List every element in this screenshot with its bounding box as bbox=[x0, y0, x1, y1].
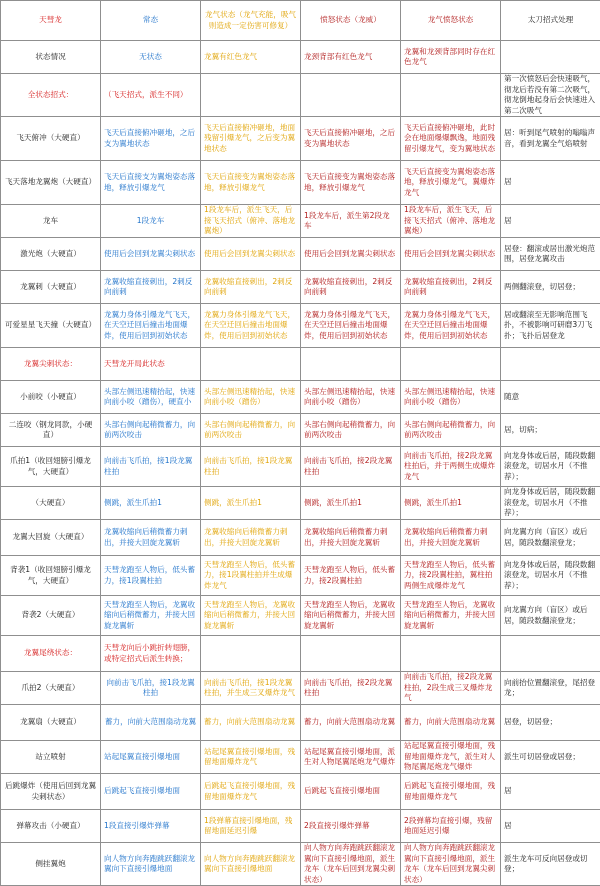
table-cell: 站起尾翼直接引爆地面，派生对人物尾翼尾炮龙气爆炸 bbox=[301, 741, 401, 774]
row-label-cell: 二连咬（钢龙同款，小硬直） bbox=[1, 414, 101, 447]
table-cell: 龙翼收缩向后稍微蓄力刺出，并接大回旋龙翼斩 bbox=[401, 520, 501, 556]
table-row bbox=[1, 271, 600, 304]
table-cell: 向前击飞爪拍，接2段龙翼柱拍，2段生成三叉爆炸龙气 bbox=[401, 672, 501, 705]
table-cell: 使用后会回到龙翼尖刺状态 bbox=[401, 238, 501, 271]
table-cell bbox=[301, 74, 401, 117]
table-cell: 两侧翻滚登，切居登； bbox=[501, 271, 600, 304]
table-cell: 后跳起飞直接引爆地面 bbox=[301, 774, 401, 810]
table-cell: 龙翼收缩向后稍微蓄力刺出，并接大回旋龙翼斩 bbox=[301, 520, 401, 556]
table-cell bbox=[201, 74, 301, 117]
table-cell: 站起尾翼直接引爆地面，残留地面爆炸龙气，派生对人物尾翼尾炮龙气爆炸 bbox=[401, 741, 501, 774]
table-cell: 头部右侧向起稍微蓄力，向前两次咬击 bbox=[201, 414, 301, 447]
table-cell: 向前击飞爪拍，接2段龙翼柱拍 bbox=[301, 447, 401, 487]
table-cell bbox=[501, 348, 600, 381]
table-cell: 天彗龙跑至人物后，龙翼收缩向后稍微蓄力，并接大回旋龙翼斩 bbox=[201, 596, 301, 636]
table-row bbox=[1, 381, 600, 414]
table-cell: 龙翼力身体引爆龙气飞天，在天空迁回后撞击地面爆炸，使用后回到初始状态 bbox=[201, 304, 301, 348]
table-cell: 龙翼收缩直接刺出，2刺反向前刺 bbox=[201, 271, 301, 304]
row-label-cell: 小前咬（小硬直） bbox=[1, 381, 101, 414]
row-label-cell: 爪拍2（大硬直） bbox=[1, 672, 101, 705]
table-cell: 第一次愤怒后会快速吸气，彻龙后若没有第二次吸气，彻龙倒地起身后会快速进入第二次吸气 bbox=[501, 74, 600, 117]
table-cell: 天彗龙跑至人物后，龙翼收缩向后稍微蓄力，并接大回旋龙翼斩 bbox=[101, 596, 201, 636]
table-row bbox=[1, 774, 600, 810]
table-cell bbox=[401, 74, 501, 117]
table-cell: 头部右侧向起稍微蓄力，向前两次咬击 bbox=[101, 414, 201, 447]
row-label-cell: 后跳爆炸（使用后回到龙翼尖刺状态） bbox=[1, 774, 101, 810]
table-cell: 龙翼力身体引爆龙气飞天，在天空迁回后撞击地面爆炸，使用后回到初始状态 bbox=[101, 304, 201, 348]
column-header: 愤怒状态（龙威） bbox=[301, 1, 401, 41]
row-label-cell: 弹幕攻击（小硬直） bbox=[1, 810, 101, 843]
table-row bbox=[1, 705, 600, 741]
row-label-cell: 飞天落地龙翼炮（大硬直） bbox=[1, 161, 101, 205]
table-cell: 1段龙车后，派生飞天，后接飞天招式（俯冲、落地龙翼炮） bbox=[201, 205, 301, 238]
table-cell: 向龙身体或后居，随段数翻滚登龙，切居水月（不推荐）； bbox=[501, 487, 600, 520]
table-row bbox=[1, 741, 600, 774]
table-cell: 龙翼和龙颈背部同时存在红色龙气 bbox=[401, 41, 501, 74]
table-row bbox=[1, 843, 600, 886]
table-row bbox=[1, 672, 600, 705]
table-cell: 蓄力，向前大范围扇动龙翼 bbox=[401, 705, 501, 741]
table-cell: 派生可切居登或居登； bbox=[501, 741, 600, 774]
table-cell: 后跳起飞直接引爆地面，残留地面爆炸龙气 bbox=[201, 774, 301, 810]
table-cell: 头部右侧向起稍微蓄力，向前两次咬击 bbox=[401, 414, 501, 447]
table-cell: 蓄力，向前大范围扇动龙翼 bbox=[101, 705, 201, 741]
table-cell: 飞天后直接俯冲砸地，之后支为翼地状态 bbox=[101, 117, 201, 161]
table-cell: 龙翼力身体引爆龙气飞天，在天空迁回后撞击地面爆炸，使用后回到初始状态 bbox=[401, 304, 501, 348]
table-cell: 站起尾翼直接引爆地面 bbox=[101, 741, 201, 774]
table-row bbox=[1, 41, 600, 74]
row-label-cell: 背袭2（大硬直） bbox=[1, 596, 101, 636]
row-label-cell: （大硬直） bbox=[1, 487, 101, 520]
table-cell: 头部右侧向起稍微蓄力，向前两次咬击 bbox=[301, 414, 401, 447]
table-cell: 向人物方向奔跑跳跃翻滚龙翼向下直接引爆地面，派生龙车（龙车后回到龙翼尖刺状态） bbox=[401, 843, 501, 886]
table-cell: 使用后会回到龙翼尖刺状态 bbox=[301, 238, 401, 271]
row-label-cell: 全状态招式： bbox=[1, 74, 101, 117]
table-row bbox=[1, 348, 600, 381]
row-label-cell: 站立喷射 bbox=[1, 741, 101, 774]
table-cell: 向龙身体或后居，随段数翻滚登龙，切居水月（不推荐）； bbox=[501, 447, 600, 487]
table-row bbox=[1, 414, 600, 447]
table-cell: 居，切病； bbox=[501, 414, 600, 447]
table-cell: 向前击飞爪拍，接2段龙翼柱拍后，并于两侧生成爆炸龙气 bbox=[401, 447, 501, 487]
table-cell: 居 bbox=[501, 205, 600, 238]
column-header: 龙气愤怒状态 bbox=[401, 1, 501, 41]
table-cell: 使用后会回到龙翼尖刺状态 bbox=[101, 238, 201, 271]
table-cell: 1段龙车后，派生第2段龙车 bbox=[301, 205, 401, 238]
table-cell: 1段弹幕直接引爆地面，残留地面延迟引爆 bbox=[201, 810, 301, 843]
table-cell: 飞天后直接支为翼炮姿态落地，释放引爆龙气 bbox=[101, 161, 201, 205]
table-cell bbox=[401, 636, 501, 672]
table-cell: 居 bbox=[501, 810, 600, 843]
table-cell: 飞天后直接俯冲砸地，此时会在地面爆爆飘逸，地面残留引爆龙气，变为翼地状态 bbox=[401, 117, 501, 161]
table-row bbox=[1, 556, 600, 596]
table-cell bbox=[401, 348, 501, 381]
table-cell: 侧跳，派生爪拍1 bbox=[201, 487, 301, 520]
table-cell bbox=[201, 636, 301, 672]
table-cell: 1段龙车 bbox=[101, 205, 201, 238]
table-cell: 向前击飞爪拍，接1段龙翼柱拍 bbox=[101, 447, 201, 487]
table-cell: 天彗龙跑至人物后，低头蓄力，接1段翼柱拍 bbox=[101, 556, 201, 596]
table-cell: 向前击飞爪拍，接2段龙翼柱拍 bbox=[301, 672, 401, 705]
table-cell: 向龙翼方向（盲区）或后居，随段数翻滚登龙； bbox=[501, 520, 600, 556]
table-cell: 侧跳，派生爪拍1 bbox=[101, 487, 201, 520]
table-row bbox=[1, 304, 600, 348]
table-cell: 天彗龙向后小跳折转翅膀，或特定招式后派生转换； bbox=[101, 636, 201, 672]
table-cell: 居登：翻滚或居出激光炮范围，居登龙翼攻击 bbox=[501, 238, 600, 271]
column-header: 常态 bbox=[101, 1, 201, 41]
table-row bbox=[1, 161, 600, 205]
table-cell: （飞天招式，派生不同） bbox=[101, 74, 201, 117]
row-label-cell: 激光炮（大硬直） bbox=[1, 238, 101, 271]
table-cell: 天彗龙跑至人物后，低头蓄力，接2段翼柱拍 bbox=[301, 556, 401, 596]
table-cell: 头部左侧迅速精抬起，快速向前小咬（蹭伤） bbox=[301, 381, 401, 414]
table-row bbox=[1, 636, 600, 672]
table-row bbox=[1, 596, 600, 636]
table-cell bbox=[301, 636, 401, 672]
row-label-cell: 龙翼尾绕状态： bbox=[1, 636, 101, 672]
row-label-cell: 爪拍1（收回翅膀引爆龙气，大硬直） bbox=[1, 447, 101, 487]
table-row bbox=[1, 487, 600, 520]
table-cell: 居：听到尾气喷射的嗡嗡声音，看到龙翼全气焰喷射 bbox=[501, 117, 600, 161]
table-cell: 龙翼收缩向后稍微蓄力刺出，并接大回旋龙翼斩 bbox=[101, 520, 201, 556]
table-cell: 派生龙车可反向居登或切登； bbox=[501, 843, 600, 886]
table-cell: 后跳起飞直接引爆地面 bbox=[101, 774, 201, 810]
table-cell: 头部左侧迅速精抬起，快速向前小咬（蹭伤） bbox=[201, 381, 301, 414]
column-header: 龙气状态（龙气充能，吸气则造成一定伤害可修复） bbox=[201, 1, 301, 41]
table-row bbox=[1, 238, 600, 271]
header-row bbox=[1, 1, 600, 41]
table-cell: 天彗龙跑至人物后，龙翼收缩向后稍微蓄力，并接大回旋龙翼斩 bbox=[301, 596, 401, 636]
table-cell: 蓄力，向前大范围扇动龙翼 bbox=[201, 705, 301, 741]
table-cell: 龙翼收缩直接刺出，2刺反向前刺 bbox=[401, 271, 501, 304]
table-cell: 飞天后直接变为翼炮姿态落地，释放引爆龙气，翼爆炸龙气 bbox=[401, 161, 501, 205]
table-cell: 龙翼收缩直接刺出，2刺反向前刺 bbox=[101, 271, 201, 304]
table-cell: 龙翼收缩向后稍微蓄力刺出，并接大回旋龙翼斩 bbox=[201, 520, 301, 556]
table-cell bbox=[501, 636, 600, 672]
table-cell: 无状态 bbox=[101, 41, 201, 74]
table-cell: 向人物方向奔跑跳跃翻滚龙翼向下直接引爆地面 bbox=[201, 843, 301, 886]
table-cell: 向龙翼方向（盲区）或后居，随段数翻滚登龙； bbox=[501, 596, 600, 636]
column-header: 天彗龙 bbox=[1, 1, 101, 41]
table-cell: 使用后会回到龙翼尖刺状态 bbox=[201, 238, 301, 271]
table-cell: 侧跳，派生爪拍1 bbox=[301, 487, 401, 520]
table-cell: 居或翻滚至无影响范围飞扑，不被影响可研磨3刀飞扑；飞扑后居登龙 bbox=[501, 304, 600, 348]
table-cell: 向前击飞爪拍，接1段龙翼柱拍 bbox=[201, 447, 301, 487]
row-label-cell: 背袭1（收回翅膀引爆龙气，大硬直） bbox=[1, 556, 101, 596]
row-label-cell: 龙翼扇（大硬直） bbox=[1, 705, 101, 741]
table-cell: 随意 bbox=[501, 381, 600, 414]
table-cell: 天彗龙开局此状态 bbox=[101, 348, 201, 381]
table-cell: 2段弹幕均直接引爆，残留地面延迟引爆 bbox=[401, 810, 501, 843]
table-cell: 龙翼力身体引爆龙气飞天，在天空迁回后撞击地面爆炸，使用后回到初始状态 bbox=[301, 304, 401, 348]
table-cell: 天彗龙跑至人物后，低头蓄力，接1段翼柱拍并生成爆炸龙气 bbox=[201, 556, 301, 596]
table-cell: 飞天后直接俯冲砸地，之后变为翼地状态 bbox=[301, 117, 401, 161]
table-cell: 飞天后直接变为翼炮姿态落地，释放引爆龙气 bbox=[301, 161, 401, 205]
table-cell: 龙翼有红色龙气 bbox=[201, 41, 301, 74]
table-cell bbox=[301, 348, 401, 381]
row-label-cell: 状态情况 bbox=[1, 41, 101, 74]
table-cell: 站起尾翼直接引爆地面，残留地面爆炸龙气 bbox=[201, 741, 301, 774]
table-cell: 向龙身体或后居，随段数翻滚登龙，切居水月（不推荐）； bbox=[501, 556, 600, 596]
table-row bbox=[1, 447, 600, 487]
table-row bbox=[1, 520, 600, 556]
table-cell: 龙颈背部有红色龙气 bbox=[301, 41, 401, 74]
table-row bbox=[1, 810, 600, 843]
table-cell: 蓄力，向前大范围扇动龙翼 bbox=[301, 705, 401, 741]
table-cell bbox=[501, 41, 600, 74]
table-cell: 居登，切居登； bbox=[501, 705, 600, 741]
table-cell: 后跳起飞直接引爆地面，残留地面爆炸龙气 bbox=[401, 774, 501, 810]
table-cell: 居 bbox=[501, 774, 600, 810]
row-label-cell: 龙翼大回旋（大硬直） bbox=[1, 520, 101, 556]
table-cell: 向前抬位置翻滚登，尾招登龙； bbox=[501, 672, 600, 705]
table-cell: 天彗龙跑至人物后，低头蓄力，接2段翼柱拍，翼柱拍两侧生成爆炸龙气 bbox=[401, 556, 501, 596]
row-label-cell: 侧挂翼炮 bbox=[1, 843, 101, 886]
table-cell: 飞天后直接变为翼炮姿态落地，释放引爆龙气 bbox=[201, 161, 301, 205]
table-cell: 2段直接引爆炸弹幕 bbox=[301, 810, 401, 843]
table-cell: 向前击飞爪拍，接1段龙翼柱拍 bbox=[101, 672, 201, 705]
table-cell: 飞天后直接俯冲砸地，地面残留引爆龙气，之后变为翼地状态 bbox=[201, 117, 301, 161]
table-row bbox=[1, 74, 600, 117]
table-cell: 向人物方向奔跑跳跃翻滚龙翼向下直接引爆地面 bbox=[101, 843, 201, 886]
table-cell bbox=[201, 348, 301, 381]
table-cell: 1段龙车后，派生飞天，后接飞天招式（俯冲、落地龙翼炮） bbox=[401, 205, 501, 238]
row-label-cell: 龙车 bbox=[1, 205, 101, 238]
table-row bbox=[1, 205, 600, 238]
table-cell: 侧跳，派生爪拍1 bbox=[401, 487, 501, 520]
table-cell: 天彗龙跑至人物后，龙翼收缩向后稍微蓄力，并接大回旋龙翼斩 bbox=[401, 596, 501, 636]
table-cell: 头部左侧迅速精抬起，快速向前小咬（蹭伤） bbox=[401, 381, 501, 414]
row-label-cell: 龙翼刺（大硬直） bbox=[1, 271, 101, 304]
table-cell: 头部左侧迅速精抬起，快速向前小咬（蹭伤），硬直小 bbox=[101, 381, 201, 414]
table-cell: 向前击飞爪拍，接1段龙翼柱拍，并生成三叉爆炸龙气 bbox=[201, 672, 301, 705]
row-label-cell: 飞天俯冲（大硬直） bbox=[1, 117, 101, 161]
table-cell: 龙翼收缩直接刺出，2刺反向前刺 bbox=[301, 271, 401, 304]
column-header: 太刀招式处理 bbox=[501, 1, 600, 41]
row-label-cell: 龙翼尖刺状态： bbox=[1, 348, 101, 381]
table-cell: 向人物方向奔跑跳跃翻滚龙翼向下直接引爆地面，派生龙车（龙车后回到龙翼尖刺状态） bbox=[301, 843, 401, 886]
row-label-cell: 可爱星星飞天撞（大硬直） bbox=[1, 304, 101, 348]
table-cell: 1段直接引爆炸弹幕 bbox=[101, 810, 201, 843]
table-cell: 居 bbox=[501, 161, 600, 205]
table-row bbox=[1, 117, 600, 161]
